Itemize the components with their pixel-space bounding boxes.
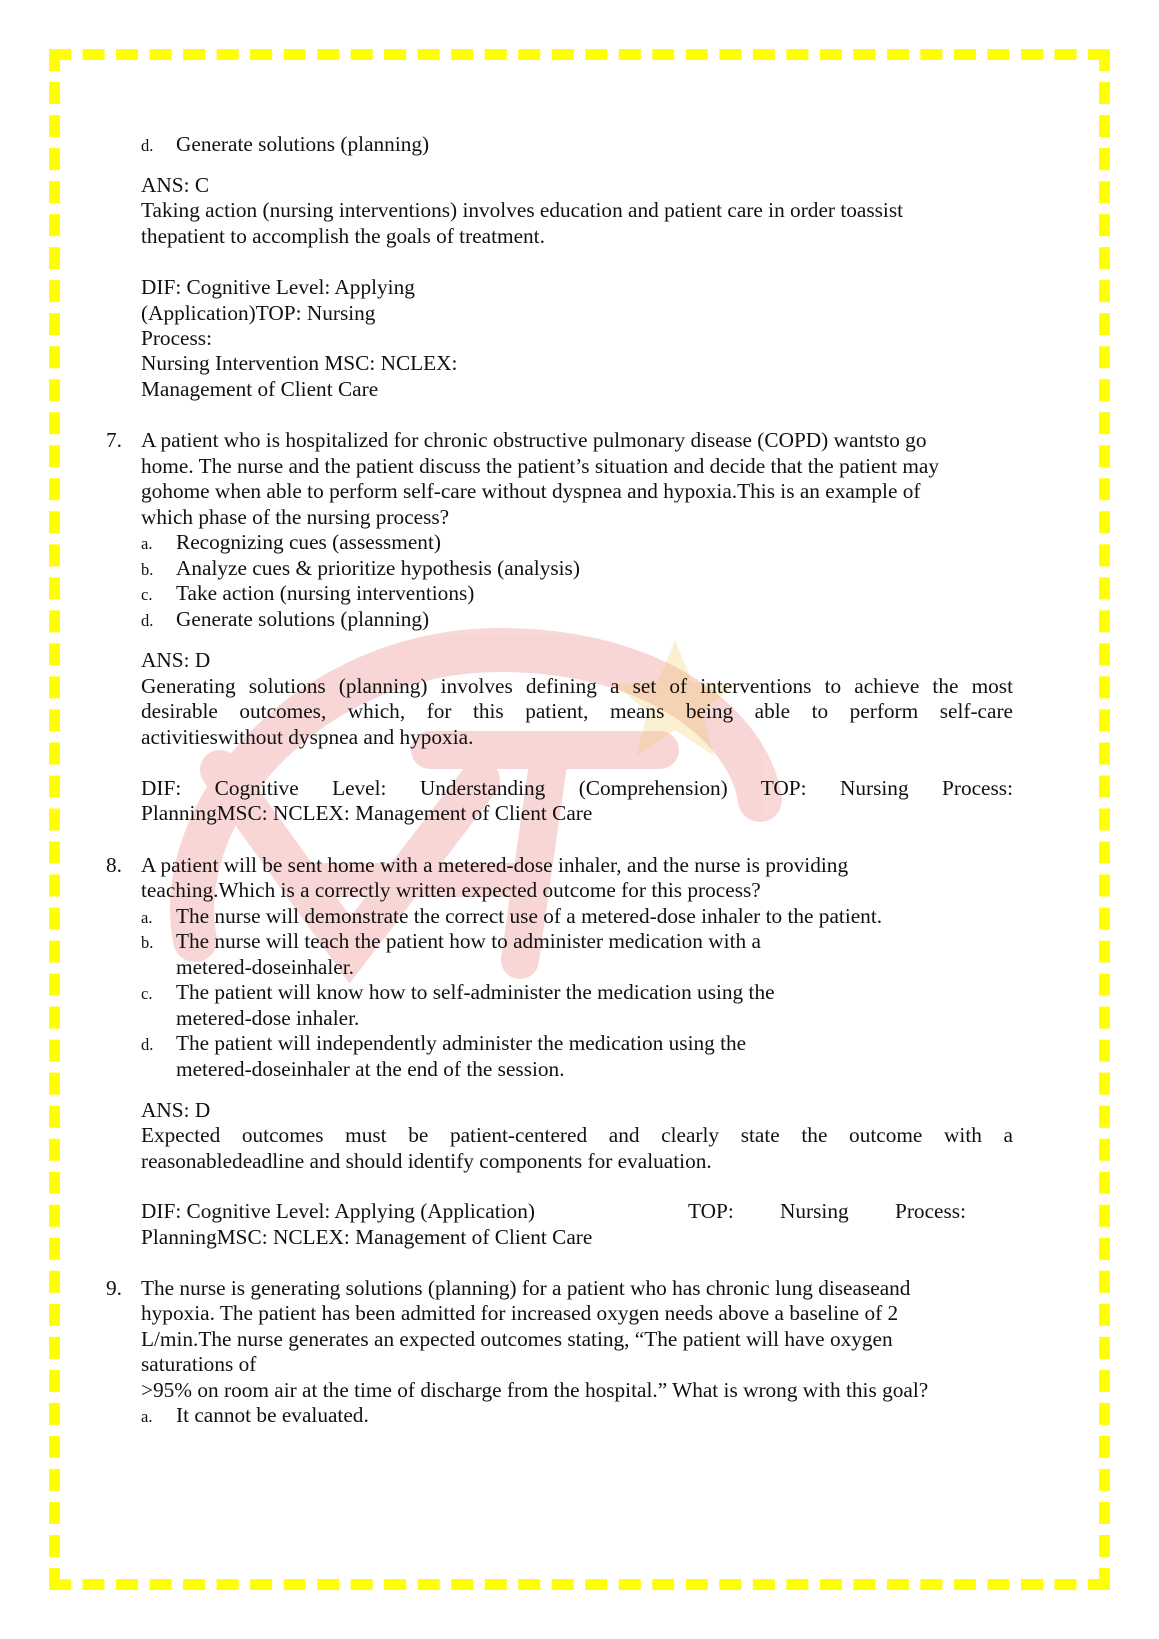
option-text: Analyze cues & prioritize hypothesis (analysis) [176, 556, 580, 580]
option-text: Recognizing cues (assessment) [176, 530, 441, 554]
dif-nursing: Nursing [780, 1199, 849, 1223]
option-letter: b. [141, 933, 154, 952]
option-letter: d. [141, 611, 154, 630]
option-letter: b. [141, 560, 154, 579]
option-letter: a. [141, 1407, 153, 1426]
option-letter: d. [141, 136, 154, 155]
option-text: The patient will independently administer the medication using the [176, 1031, 747, 1055]
dif-line: DIF: Cognitive Level: Applying (Application) [141, 1199, 535, 1223]
question-stem-line: >95% on room air at the time of discharge from the hospital.” What is wrong with this goal? [141, 1378, 929, 1402]
option-text: Generate solutions (planning) [176, 607, 430, 631]
option-letter: d. [141, 1035, 154, 1054]
dif-line: PlanningMSC: NCLEX: Management of Client Care [141, 801, 593, 825]
rationale-line: Generating solutions (planning) involves defining a set of interventions to achieve the most [141, 674, 1013, 698]
option-text: Generate solutions (planning) [176, 132, 430, 156]
question-number: 9. [106, 1276, 122, 1300]
option-letter: a. [141, 534, 153, 553]
question-stem-line: teaching.Which is a correctly written expected outcome for this process? [141, 878, 761, 902]
option-text: The nurse will teach the patient how to administer medication with a [176, 929, 761, 953]
question-number: 8. [106, 853, 122, 877]
option-text: Take action (nursing interventions) [176, 581, 475, 605]
rationale-line: desirable outcomes, which, for this patient, means being able to perform self-care [141, 699, 1013, 723]
dif-process: Process: [895, 1199, 966, 1223]
dif-top: TOP: [688, 1199, 734, 1223]
question-stem-line: A patient will be sent home with a metered-dose inhaler, and the nurse is providing [141, 853, 849, 877]
dif-line: PlanningMSC: NCLEX: Management of Client Care [141, 1225, 593, 1249]
question-stem-line: The nurse is generating solutions (planning) for a patient who has chronic lung diseaseand [141, 1276, 911, 1300]
answer-label: ANS: D [141, 1098, 211, 1122]
rationale-line: Taking action (nursing interventions) involves education and patient care in order toassist [141, 198, 904, 222]
answer-label: ANS: C [141, 173, 210, 197]
question-stem-line: saturations of [141, 1352, 257, 1376]
option-text: metered-doseinhaler. [176, 955, 354, 979]
question-stem-line: home. The nurse and the patient discuss the patient’s situation and decide that the patient may [141, 454, 940, 478]
question-stem-line: hypoxia. The patient has been admitted for increased oxygen needs above a baseline of 2 [141, 1301, 899, 1325]
answer-label: ANS: D [141, 648, 211, 672]
rationale-line: activitieswithout dyspnea and hypoxia. [141, 725, 474, 749]
question-stem-line: gohome when able to perform self-care without dyspnea and hypoxia.This is an example of [141, 479, 921, 503]
rationale-line: reasonabledeadline and should identify components for evaluation. [141, 1149, 712, 1173]
question-number: 7. [106, 428, 122, 452]
question-stem-line: L/min.The nurse generates an expected outcomes stating, “The patient will have oxygen [141, 1327, 893, 1351]
option-text: The nurse will demonstrate the correct use of a metered-dose inhaler to the patient. [176, 904, 883, 928]
option-text: metered-dose inhaler. [176, 1006, 360, 1030]
dif-line: DIF: Cognitive Level: Applying [141, 275, 415, 299]
dif-line: Process: [141, 326, 212, 350]
dif-line: DIF: Cognitive Level: Understanding (Comprehension) TOP: Nursing Process: [141, 776, 1013, 800]
option-text: The patient will know how to self-administer the medication using the [176, 980, 775, 1004]
dif-line: (Application)TOP: Nursing [141, 301, 376, 325]
question-stem-line: which phase of the nursing process? [141, 505, 450, 529]
option-letter: a. [141, 908, 153, 927]
option-letter: c. [141, 585, 153, 604]
rationale-line: Expected outcomes must be patient-centered and clearly state the outcome with a [141, 1123, 1013, 1147]
rationale-line: thepatient to accomplish the goals of treatment. [141, 224, 545, 248]
dif-line: Nursing Intervention MSC: NCLEX: [141, 351, 458, 375]
option-text: It cannot be evaluated. [176, 1403, 369, 1427]
option-text: metered-doseinhaler at the end of the session. [176, 1057, 565, 1081]
question-stem-line: A patient who is hospitalized for chronic obstructive pulmonary disease (COPD) wantsto go [141, 428, 927, 452]
option-letter: c. [141, 984, 153, 1003]
dif-line: Management of Client Care [141, 377, 379, 401]
